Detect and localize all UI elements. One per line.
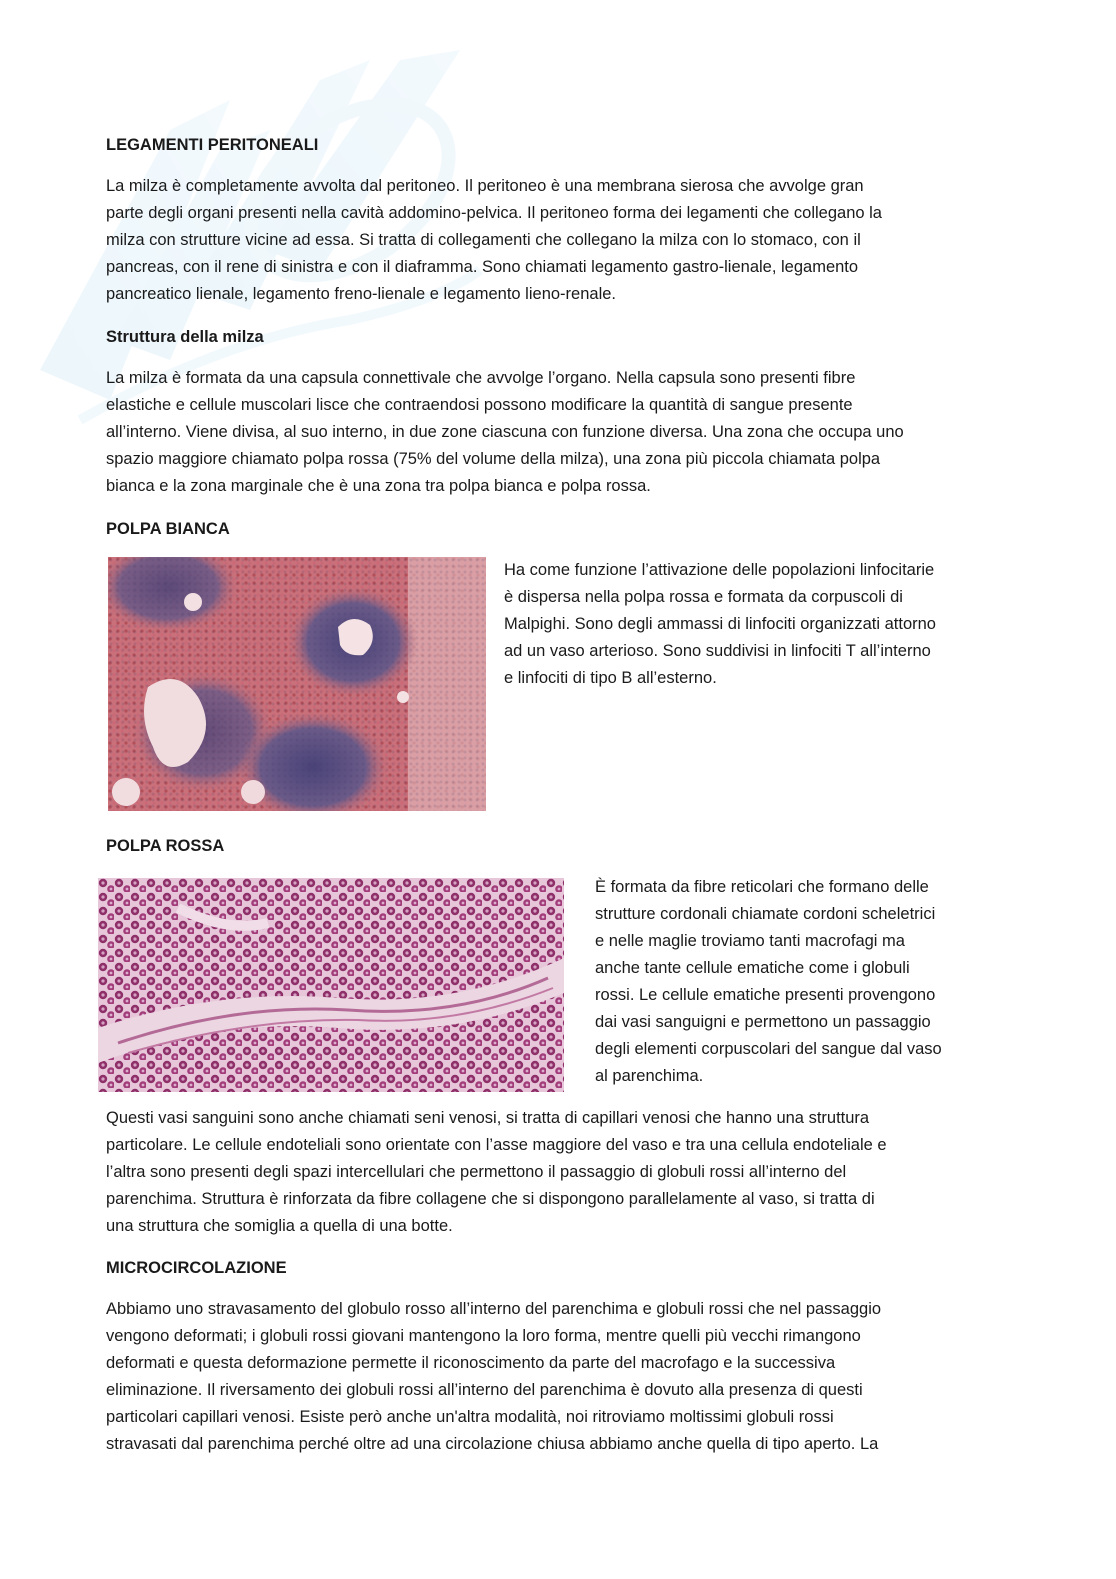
text-line: all’interno. Viene divisa, al suo interno, in due zone ciascuna con funzione diversa. Una zona che occupa uno — [106, 423, 904, 441]
text-line: parte degli organi presenti nella cavità addomino-pelvica. Il peritoneo forma dei legamenti che collegano la — [106, 204, 882, 222]
text-line: una struttura che somiglia a quella di una botte. — [106, 1217, 453, 1235]
heading-struttura-milza: Struttura della milza — [106, 328, 264, 346]
heading-microcircolazione: MICROCIRCOLAZIONE — [106, 1259, 287, 1277]
white-pulp-micrograph-icon — [108, 557, 486, 811]
text-line: bianca e la zona marginale che è una zona tra polpa bianca e polpa rossa. — [106, 477, 651, 495]
text-line: vengono deformati; i globuli rossi giovani mantengono la loro forma, mentre quelli più vecchi rimangono — [106, 1327, 861, 1345]
text-line: rossi. Le cellule ematiche presenti provengono — [595, 986, 936, 1004]
text-line: ad un vaso arterioso. Sono suddivisi in linfociti T all’interno — [504, 642, 931, 660]
text-line: stravasati dal parenchima perché oltre ad una circolazione chiusa abbiamo anche quella di tipo aperto. La — [106, 1435, 879, 1453]
text-line: La milza è completamente avvolta dal peritoneo. Il peritoneo è una membrana sierosa che avvolge gran — [106, 177, 864, 195]
text-line: e linfociti di tipo B all’esterno. — [504, 669, 717, 687]
text-line: anche tante cellule ematiche come i globuli — [595, 959, 910, 977]
paragraph-struttura — [106, 365, 904, 500]
heading-polpa-rossa: POLPA ROSSA — [106, 837, 225, 855]
text-line: pancreatico lienale, legamento freno-lienale e legamento lieno-renale. — [106, 285, 616, 303]
text-line: strutture cordonali chiamate cordoni scheletrici — [595, 905, 936, 923]
paragraph-polpa-bianca — [504, 557, 936, 692]
text-line: e nelle maglie troviamo tanti macrofagi ma — [595, 932, 905, 950]
text-line: È formata da fibre reticolari che formano delle — [595, 878, 929, 896]
text-line: l’altra sono presenti degli spazi intercellulari che permettono il passaggio di globuli rossi all’interno del — [106, 1163, 847, 1181]
text-line: pancreas, con il rene di sinistra e con il diaframma. Sono chiamati legamento gastro-lienale, legamento — [106, 258, 859, 276]
paragraph-microcircolazione — [106, 1296, 881, 1458]
red-pulp-micrograph-icon — [98, 878, 564, 1092]
text-line: milza con strutture vicine ad essa. Si tratta di collegamenti che collegano la milza con lo stomaco, con il — [106, 231, 861, 249]
text-line: eliminazione. Il riversamento dei globuli rossi all’interno del parenchima è dovuto alla presenza di questi — [106, 1381, 863, 1399]
text-line: spazio maggiore chiamato polpa rossa (75% del volume della milza), una zona più piccola chiamata polpa — [106, 450, 881, 468]
text-line: particolare. Le cellule endoteliali sono orientate con l’asse maggiore del vaso e tra una cellula endoteliale e — [106, 1136, 887, 1154]
heading-legamenti-peritoneali: LEGAMENTI PERITONEALI — [106, 136, 319, 154]
text-line: è dispersa nella polpa rossa e formata da corpuscoli di — [504, 588, 903, 606]
text-line: Abbiamo uno stravasamento del globulo rosso all’interno del parenchima e globuli rossi che nel passaggio — [106, 1300, 882, 1318]
text-line: deformati e questa deformazione permette il riconoscimento da parte del macrofago e la successiva — [106, 1354, 836, 1372]
text-line: elastiche e cellule muscolari lisce che contraendosi possono modificare la quantità di sangue presente — [106, 396, 853, 414]
heading-polpa-bianca: POLPA BIANCA — [106, 520, 230, 538]
text-line: parenchima. Struttura è rinforzata da fibre collagene che si dispongono parallelamente al vaso, si tratta di — [106, 1190, 875, 1208]
text-line: Ha come funzione l’attivazione delle popolazioni linfocitarie — [504, 561, 935, 579]
text-line: al parenchima. — [595, 1067, 704, 1085]
text-line: Questi vasi sanguini sono anche chiamati seni venosi, si tratta di capillari venosi che hanno una struttura — [106, 1109, 870, 1127]
paragraph-legamenti — [106, 173, 882, 308]
text-line: particolari capillari venosi. Esiste però anche un'altra modalità, noi ritroviamo moltissimi globuli rossi — [106, 1408, 834, 1426]
paragraph-polpa-rossa-side — [595, 874, 942, 1090]
paragraph-polpa-rossa — [106, 1105, 887, 1240]
text-line: dai vasi sanguigni e permettono un passaggio — [595, 1013, 931, 1031]
text-line: Malpighi. Sono degli ammassi di linfociti organizzati attorno — [504, 615, 936, 633]
text-line: La milza è formata da una capsula connettivale che avvolge l’organo. Nella capsula sono presenti fibre — [106, 369, 856, 387]
text-line: degli elementi corpuscolari del sangue dal vaso — [595, 1040, 942, 1058]
